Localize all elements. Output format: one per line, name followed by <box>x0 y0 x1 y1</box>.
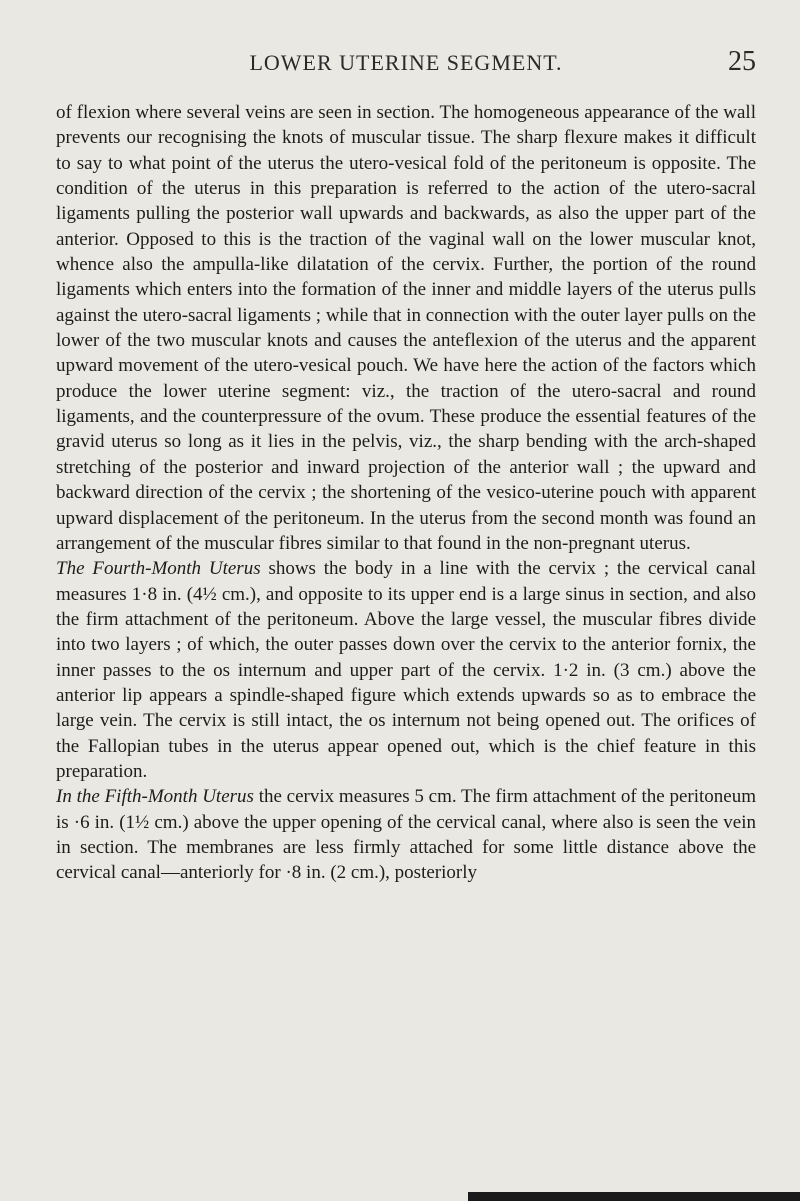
paragraph-text: of flexion where several veins are seen in section. The homogeneous appearance of the wall prevents our recognising the knots of muscular tissue. The sharp flexure makes it difficult to say to what point of the uterus the utero-vesical fold of the peritoneum is opposite. The condition of the uterus in this preparation is referred to the action of the utero-sacral ligaments pulling the posterior wall upwards and backwards, as also the upper part of the anterior. Opposed to this is the traction of the vaginal wall on the lower muscular knot, whence also the ampulla-like dilatation of the cervix. Further, the portion of the round ligaments which enters into the formation of the inner and middle layers of the uterus pulls against the utero-sacral ligaments ; while that in connection with the outer layer pulls on the lower of the two muscular knots and causes the anteflexion of the uterus and the apparent upward movement of the utero-vesical pouch. We have here the action of the factors which produce the lower uterine segment: viz., the traction of the utero-sacral and round ligaments, and the counterpressure of the ovum. These produce the essential features of the gravid uterus so long as it lies in the pelvis, viz., the sharp bending with the arch-shaped stretching of the posterior and inward projection of the anterior wall ; the upward and backward direction of the cervix ; the shortening of the vesico-uterine pouch with apparent upward displacement of the peritoneum. In the uterus from the second month was found an arrangement of the muscular fibres similar to that found in the non-pregnant uterus. <box>56 102 756 554</box>
paragraph-lead: The Fourth-Month Uterus <box>56 558 261 580</box>
page-number: 25 <box>728 46 756 77</box>
body-text <box>56 100 756 886</box>
paragraph <box>56 784 756 885</box>
paragraph-text: the cervix measures 5 cm. The firm attachment of the peritoneum is ·6 in. (1½ cm.) above the upper opening of the cervical canal, where also is seen the vein in section. The membranes are less firmly attached for some little distance above the cervical canal—anteriorly for ·8 in. (2 cm.), posteriorly <box>56 786 756 884</box>
paragraph-lead: In the Fifth-Month Uterus <box>56 786 254 808</box>
paragraph <box>56 556 756 784</box>
scan-edge-shadow <box>468 1192 800 1201</box>
running-head <box>56 46 756 82</box>
paragraph-text: shows the body in a line with the cervix ; the cervical canal measures 1·8 in. (4½ cm.), and opposite to its upper end is a large sinus in section, and also the firm attachment of the peritoneum. Above the large vessel, the muscular fibres divide into two layers ; of which, the outer passes down over the cervix to the anterior fornix, the inner passes to the os internum and upper part of the cervix. 1·2 in. (3 cm.) above the anterior lip appears a spindle-shaped figure which extends upwards so as to embrace the large vein. The cervix is still intact, the os internum not being opened out. The orifices of the Fallopian tubes in the uterus appear opened out, which is the chief feature in this preparation. <box>56 558 757 782</box>
running-title: LOWER UTERINE SEGMENT. <box>249 50 563 75</box>
paragraph <box>56 100 756 556</box>
